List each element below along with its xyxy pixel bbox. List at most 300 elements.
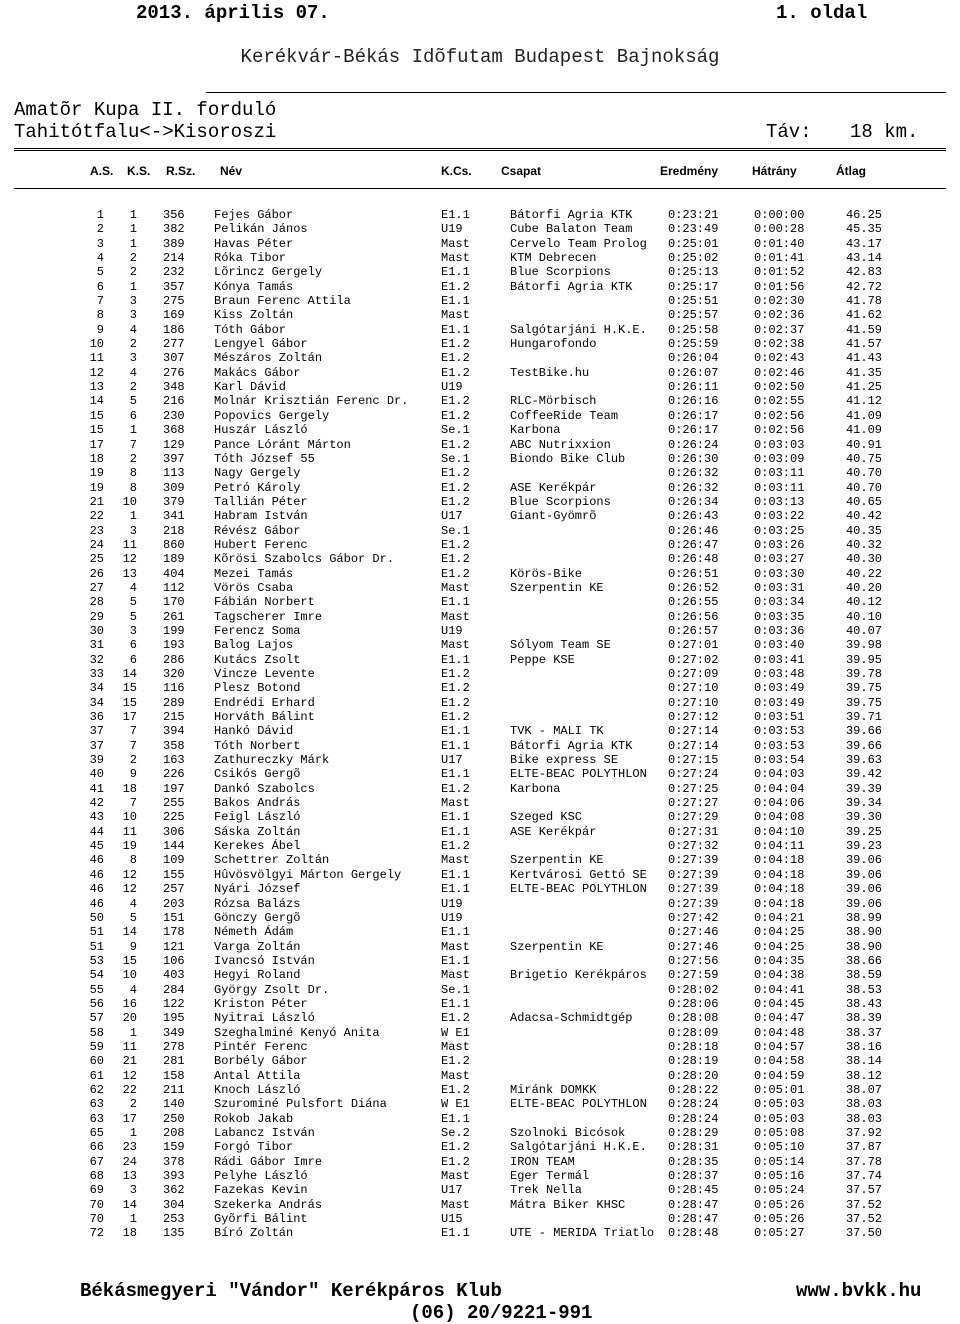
table-row xyxy=(0,653,960,667)
cell-category: Se.2 xyxy=(441,1126,470,1140)
cell-race-number: 208 xyxy=(163,1126,185,1140)
cell-rider-name: Habram István xyxy=(214,509,308,524)
cell-category: U19 xyxy=(441,896,463,911)
cell-category-position: 3 xyxy=(129,523,137,538)
cell-team: Szolnoki Bicósok xyxy=(510,1126,626,1140)
table-row xyxy=(0,524,960,538)
cell-average-speed: 38.59 xyxy=(845,968,882,983)
table-row xyxy=(0,782,960,796)
cell-rider-name: Labancz István xyxy=(214,1126,315,1140)
cell-category-position: 4 xyxy=(129,365,137,380)
cell-time-gap: 0:02:56 xyxy=(754,423,805,438)
cell-category: U17 xyxy=(441,1183,463,1198)
cell-average-speed: 39.06 xyxy=(845,882,882,897)
table-row xyxy=(0,767,960,781)
cell-team: Körös-Bike xyxy=(510,566,583,581)
cell-time-gap: 0:03:11 xyxy=(754,480,805,495)
cell-race-number: 216 xyxy=(163,394,185,409)
cell-rider-name: Lõrincz Gergely xyxy=(214,265,323,280)
cell-category: Se.1 xyxy=(441,982,470,997)
cell-category-position: 3 xyxy=(129,351,137,366)
cell-category-position: 2 xyxy=(129,265,137,280)
cell-category-position: 4 xyxy=(129,896,137,911)
cell-category-position: 1 xyxy=(129,208,137,222)
table-row xyxy=(0,940,960,954)
cell-rider-name: Róka Tibor xyxy=(214,251,287,266)
cell-category-position: 20 xyxy=(122,1011,137,1026)
cell-category: E1.2 xyxy=(441,337,470,352)
cell-time-gap: 0:02:50 xyxy=(754,380,805,395)
cell-rider-name: Plesz Botond xyxy=(214,681,301,696)
table-row xyxy=(0,724,960,738)
cell-category: E1.2 xyxy=(441,437,470,452)
cell-position: 28 xyxy=(89,595,104,610)
cell-time-gap: 0:04:47 xyxy=(754,1011,805,1026)
cell-category: E1.1 xyxy=(441,1226,470,1241)
cell-rider-name: Karl Dávid xyxy=(214,380,287,395)
cell-rider-name: Németh Ádám xyxy=(214,925,294,940)
cell-average-speed: 40.20 xyxy=(845,580,882,595)
cell-result-time: 0:26:43 xyxy=(668,509,719,524)
cell-time-gap: 0:03:22 xyxy=(754,509,805,524)
cell-position: 66 xyxy=(89,1140,104,1155)
cell-result-time: 0:27:25 xyxy=(668,781,719,796)
table-row xyxy=(0,509,960,523)
cell-position: 33 xyxy=(89,667,104,681)
cell-result-time: 0:27:39 xyxy=(668,882,719,897)
cell-time-gap: 0:04:04 xyxy=(754,781,805,796)
cell-category: E1.1 xyxy=(441,996,470,1011)
cell-team: RLC-Mörbisch xyxy=(510,394,597,409)
cell-category-position: 5 xyxy=(129,609,137,624)
cell-result-time: 0:25:59 xyxy=(668,337,719,352)
table-row xyxy=(0,595,960,609)
cell-team: Szerpentin KE xyxy=(510,939,604,954)
cell-category-position: 7 xyxy=(129,437,137,452)
cell-category-position: 11 xyxy=(122,537,137,552)
cell-time-gap: 0:05:08 xyxy=(754,1126,805,1140)
cell-category: U17 xyxy=(441,753,463,768)
cell-category-position: 2 xyxy=(129,451,137,466)
cell-average-speed: 39.78 xyxy=(845,667,882,681)
cell-category-position: 3 xyxy=(129,1183,137,1198)
cell-team: Mátra Biker KHSC xyxy=(510,1197,626,1212)
cell-result-time: 0:28:29 xyxy=(668,1126,719,1140)
cell-rider-name: Horváth Bálint xyxy=(214,710,315,725)
cell-average-speed: 38.39 xyxy=(845,1011,882,1026)
cell-result-time: 0:27:46 xyxy=(668,939,719,954)
cell-position: 39 xyxy=(89,753,104,768)
table-row xyxy=(0,208,960,222)
cell-result-time: 0:28:24 xyxy=(668,1111,719,1126)
cell-time-gap: 0:02:38 xyxy=(754,337,805,352)
cell-category: E1.1 xyxy=(441,208,470,222)
cell-race-number: 140 xyxy=(163,1097,185,1112)
cell-team: ELTE-BEAC POLYTHLON xyxy=(510,767,647,782)
cell-rider-name: Rádi Gábor Imre xyxy=(214,1154,323,1169)
cell-category-position: 1 xyxy=(129,1212,137,1227)
cell-team: ASE Kerékpár xyxy=(510,824,597,839)
cell-position: 42 xyxy=(89,796,104,811)
cell-result-time: 0:28:09 xyxy=(668,1025,719,1040)
table-row xyxy=(0,911,960,925)
cell-average-speed: 39.06 xyxy=(845,867,882,882)
cell-time-gap: 0:04:25 xyxy=(754,939,805,954)
table-row xyxy=(0,1011,960,1025)
cell-rider-name: Hankó Dávid xyxy=(214,724,294,739)
cell-result-time: 0:27:39 xyxy=(668,896,719,911)
cell-position: 60 xyxy=(89,1054,104,1069)
cell-category-position: 4 xyxy=(129,982,137,997)
cell-category: E1.2 xyxy=(441,681,470,696)
cell-rider-name: Makács Gábor xyxy=(214,365,301,380)
cell-race-number: 393 xyxy=(163,1169,185,1184)
cell-result-time: 0:26:56 xyxy=(668,609,719,624)
cell-team: Miránk DOMKK xyxy=(510,1082,597,1097)
table-row xyxy=(0,481,960,495)
cell-position: 37 xyxy=(89,724,104,739)
cell-team: Hungarofondo xyxy=(510,337,597,352)
cell-category-position: 1 xyxy=(129,279,137,294)
cell-position: 19 xyxy=(89,466,104,481)
table-row xyxy=(0,351,960,365)
cell-result-time: 0:28:22 xyxy=(668,1082,719,1097)
cell-category: E1.2 xyxy=(441,552,470,567)
cell-team: Karbona xyxy=(510,781,561,796)
cell-rider-name: Fejes Gábor xyxy=(214,208,294,222)
cell-rider-name: Balog Lajos xyxy=(214,638,294,653)
cell-category-position: 1 xyxy=(129,1126,137,1140)
table-row xyxy=(0,237,960,251)
cell-race-number: 203 xyxy=(163,896,185,911)
cell-category-position: 6 xyxy=(129,408,137,423)
footer-club-name: Békásmegyeri "Vándor" Kerékpáros Klub xyxy=(80,1280,502,1302)
cell-category: E1.2 xyxy=(441,710,470,725)
cell-average-speed: 38.90 xyxy=(845,925,882,940)
cell-position: 61 xyxy=(89,1068,104,1083)
cell-rider-name: Vincze Levente xyxy=(214,667,315,681)
cell-time-gap: 0:03:25 xyxy=(754,523,805,538)
cell-race-number: 379 xyxy=(163,494,185,509)
cell-average-speed: 38.03 xyxy=(845,1111,882,1126)
cell-category-position: 3 xyxy=(129,308,137,323)
cell-category: E1.1 xyxy=(441,867,470,882)
cell-position: 29 xyxy=(89,609,104,624)
cell-category-position: 2 xyxy=(129,251,137,266)
table-row xyxy=(0,1054,960,1068)
cell-category: W E1 xyxy=(441,1097,470,1112)
table-row xyxy=(0,438,960,452)
cell-position: 58 xyxy=(89,1025,104,1040)
cell-category: E1.1 xyxy=(441,294,470,309)
table-row xyxy=(0,466,960,480)
cell-team: Karbona xyxy=(510,423,561,438)
table-row xyxy=(0,538,960,552)
cell-team: Kertvárosi Gettó SE xyxy=(510,867,647,882)
cell-position: 13 xyxy=(89,380,104,395)
table-row xyxy=(0,954,960,968)
cell-position: 3 xyxy=(96,236,104,251)
cell-average-speed: 40.22 xyxy=(845,566,882,581)
cell-race-number: 155 xyxy=(163,867,185,882)
cell-result-time: 0:28:20 xyxy=(668,1068,719,1083)
cell-rider-name: Endrédi Erhard xyxy=(214,695,315,710)
cell-team: UTE - MERIDA Triatlo xyxy=(510,1226,655,1241)
cell-team: Peppe KSE xyxy=(510,652,575,667)
cell-average-speed: 42.83 xyxy=(845,265,882,280)
cell-result-time: 0:28:47 xyxy=(668,1197,719,1212)
cell-time-gap: 0:03:49 xyxy=(754,681,805,696)
cell-race-number: 257 xyxy=(163,882,185,897)
cell-rider-name: György Zsolt Dr. xyxy=(214,982,330,997)
cell-result-time: 0:28:19 xyxy=(668,1054,719,1069)
cell-position: 46 xyxy=(89,867,104,882)
race-divider xyxy=(14,148,946,149)
cell-category: E1.2 xyxy=(441,839,470,854)
championship-title: Kerékvár-Békás Idõfutam Budapest Bajnokság xyxy=(240,46,720,68)
cell-team: Cube Balaton Team xyxy=(510,222,633,237)
cell-team: ASE Kerékpár xyxy=(510,480,597,495)
cell-average-speed: 41.25 xyxy=(845,380,882,395)
cell-category: E1.2 xyxy=(441,408,470,423)
cell-result-time: 0:23:21 xyxy=(668,208,719,222)
col-header-rsz: R.Sz. xyxy=(166,164,196,178)
cell-category: E1.2 xyxy=(441,494,470,509)
cell-time-gap: 0:05:03 xyxy=(754,1111,805,1126)
cell-race-number: 226 xyxy=(163,767,185,782)
cell-time-gap: 0:03:11 xyxy=(754,466,805,481)
footer-website-link[interactable]: www.bvkk.hu xyxy=(796,1280,922,1302)
cell-category-position: 13 xyxy=(122,566,137,581)
cell-position: 46 xyxy=(89,853,104,868)
cell-category: E1.1 xyxy=(441,824,470,839)
cell-average-speed: 38.14 xyxy=(845,1054,882,1069)
cell-category: E1.2 xyxy=(441,537,470,552)
cell-race-number: 178 xyxy=(163,925,185,940)
cell-category-position: 11 xyxy=(122,824,137,839)
cell-position: 1 xyxy=(96,208,104,222)
cell-rider-name: Varga Zoltán xyxy=(214,939,301,954)
cell-time-gap: 0:04:38 xyxy=(754,968,805,983)
col-header-gap: Hátrány xyxy=(752,164,797,178)
cell-result-time: 0:27:31 xyxy=(668,824,719,839)
cell-average-speed: 40.35 xyxy=(845,523,882,538)
cell-category-position: 15 xyxy=(122,695,137,710)
cell-race-number: 189 xyxy=(163,552,185,567)
race-divider-2 xyxy=(14,150,946,151)
cell-position: 57 xyxy=(89,1011,104,1026)
cell-category-position: 9 xyxy=(129,939,137,954)
table-row xyxy=(0,323,960,337)
cell-position: 34 xyxy=(89,695,104,710)
cell-rider-name: Kriston Péter xyxy=(214,996,308,1011)
table-row xyxy=(0,710,960,724)
cell-time-gap: 0:04:48 xyxy=(754,1025,805,1040)
cell-position: 55 xyxy=(89,982,104,997)
cell-result-time: 0:23:49 xyxy=(668,222,719,237)
cell-rider-name: Nagy Gergely xyxy=(214,466,301,481)
cell-team: Trek Nella xyxy=(510,1183,583,1198)
cell-rider-name: Popovics Gergely xyxy=(214,408,330,423)
cell-result-time: 0:27:02 xyxy=(668,652,719,667)
cell-rider-name: Szekerka András xyxy=(214,1197,323,1212)
cell-team: KTM Debrecen xyxy=(510,251,597,266)
cell-time-gap: 0:05:01 xyxy=(754,1082,805,1097)
cell-category: Mast xyxy=(441,638,470,653)
cell-team: CoffeeRide Team xyxy=(510,408,619,423)
table-row xyxy=(0,696,960,710)
cell-time-gap: 0:04:10 xyxy=(754,824,805,839)
table-row xyxy=(0,1198,960,1212)
cell-rider-name: Braun Ferenc Attila xyxy=(214,294,351,309)
cell-time-gap: 0:04:35 xyxy=(754,953,805,968)
cell-category: Mast xyxy=(441,1068,470,1083)
cell-category: E1.2 xyxy=(441,667,470,681)
cell-result-time: 0:27:46 xyxy=(668,925,719,940)
cell-category-position: 13 xyxy=(122,1169,137,1184)
cell-category-position: 4 xyxy=(129,322,137,337)
cell-category: E1.2 xyxy=(441,695,470,710)
table-row xyxy=(0,222,960,236)
cell-race-number: 186 xyxy=(163,322,185,337)
cell-time-gap: 0:05:14 xyxy=(754,1154,805,1169)
cell-average-speed: 37.92 xyxy=(845,1126,882,1140)
cell-category: E1.2 xyxy=(441,1140,470,1155)
table-row xyxy=(0,581,960,595)
cell-team: Brigetio Kerékpáros xyxy=(510,968,647,983)
cell-race-number: 106 xyxy=(163,953,185,968)
cell-average-speed: 38.37 xyxy=(845,1025,882,1040)
cell-category: E1.1 xyxy=(441,810,470,825)
cell-time-gap: 0:03:36 xyxy=(754,623,805,638)
cell-average-speed: 41.57 xyxy=(845,337,882,352)
table-row xyxy=(0,394,960,408)
cell-category-position: 2 xyxy=(129,380,137,395)
cell-race-number: 277 xyxy=(163,337,185,352)
cell-rider-name: Hûvösvölgyi Márton Gergely xyxy=(214,867,402,882)
cell-team: Szeged KSC xyxy=(510,810,583,825)
cell-rider-name: Bakos András xyxy=(214,796,301,811)
cell-rider-name: Tóth József 55 xyxy=(214,451,315,466)
cell-category-position: 4 xyxy=(129,580,137,595)
cell-position: 19 xyxy=(89,480,104,495)
cell-rider-name: Fábián Norbert xyxy=(214,595,315,610)
cell-race-number: 278 xyxy=(163,1039,185,1054)
cell-result-time: 0:26:32 xyxy=(668,480,719,495)
cell-result-time: 0:28:47 xyxy=(668,1212,719,1227)
cell-time-gap: 0:03:49 xyxy=(754,695,805,710)
table-row xyxy=(0,308,960,322)
cell-rider-name: Mészáros Zoltán xyxy=(214,351,323,366)
cell-time-gap: 0:04:25 xyxy=(754,925,805,940)
cell-average-speed: 40.75 xyxy=(845,451,882,466)
table-row xyxy=(0,1155,960,1169)
cell-rider-name: Knoch László xyxy=(214,1082,301,1097)
cell-result-time: 0:27:59 xyxy=(668,968,719,983)
table-row xyxy=(0,1183,960,1197)
table-row xyxy=(0,1040,960,1054)
cell-race-number: 170 xyxy=(163,595,185,610)
cell-category-position: 19 xyxy=(122,839,137,854)
table-row xyxy=(0,753,960,767)
cell-average-speed: 40.70 xyxy=(845,480,882,495)
cell-time-gap: 0:04:06 xyxy=(754,796,805,811)
cell-time-gap: 0:04:21 xyxy=(754,910,805,925)
cell-race-number: 341 xyxy=(163,509,185,524)
cell-result-time: 0:25:58 xyxy=(668,322,719,337)
cell-rider-name: Csikós Gergõ xyxy=(214,767,301,782)
cell-rider-name: Szurominé Pulsfort Diána xyxy=(214,1097,387,1112)
cell-category-position: 5 xyxy=(129,910,137,925)
table-row xyxy=(0,1083,960,1097)
cell-team: Biondo Bike Club xyxy=(510,451,626,466)
cell-rider-name: Bíró Zoltán xyxy=(214,1226,294,1241)
table-row xyxy=(0,251,960,265)
cell-average-speed: 38.43 xyxy=(845,996,882,1011)
cell-time-gap: 0:00:28 xyxy=(754,222,805,237)
cell-average-speed: 39.25 xyxy=(845,824,882,839)
cell-team: Bátorfi Agria KTK xyxy=(510,208,633,222)
cell-time-gap: 0:01:40 xyxy=(754,236,805,251)
cell-position: 23 xyxy=(89,523,104,538)
cell-category: Se.1 xyxy=(441,523,470,538)
cell-category: Mast xyxy=(441,580,470,595)
cell-category-position: 12 xyxy=(122,882,137,897)
table-row xyxy=(0,1069,960,1083)
cell-position: 26 xyxy=(89,566,104,581)
cell-result-time: 0:26:47 xyxy=(668,537,719,552)
cell-position: 45 xyxy=(89,839,104,854)
cell-race-number: 158 xyxy=(163,1068,185,1083)
cell-position: 62 xyxy=(89,1082,104,1097)
cell-category-position: 15 xyxy=(122,953,137,968)
cell-team: Adacsa-Schmidtgép xyxy=(510,1011,633,1026)
cell-average-speed: 40.32 xyxy=(845,537,882,552)
cell-average-speed: 41.43 xyxy=(845,351,882,366)
cell-result-time: 0:27:42 xyxy=(668,910,719,925)
cell-average-speed: 40.12 xyxy=(845,595,882,610)
cell-position: 21 xyxy=(89,494,104,509)
cell-race-number: 109 xyxy=(163,853,185,868)
cell-position: 22 xyxy=(89,509,104,524)
cell-average-speed: 45.35 xyxy=(845,222,882,237)
cell-average-speed: 39.30 xyxy=(845,810,882,825)
cell-result-time: 0:28:37 xyxy=(668,1169,719,1184)
cell-rider-name: Molnár Krisztián Ferenc Dr. xyxy=(214,394,409,409)
cell-average-speed: 40.30 xyxy=(845,552,882,567)
cell-rider-name: Szeghalminé Kenyó Anita xyxy=(214,1025,380,1040)
cell-result-time: 0:25:57 xyxy=(668,308,719,323)
cell-time-gap: 0:04:18 xyxy=(754,853,805,868)
cell-race-number: 403 xyxy=(163,968,185,983)
cell-average-speed: 39.42 xyxy=(845,767,882,782)
cell-team: TestBike.hu xyxy=(510,365,590,380)
cell-category: E1.2 xyxy=(441,480,470,495)
cell-time-gap: 0:04:58 xyxy=(754,1054,805,1069)
cell-rider-name: Gönczy Gergõ xyxy=(214,910,301,925)
cell-category: W E1 xyxy=(441,1025,470,1040)
cell-race-number: 389 xyxy=(163,236,185,251)
cell-average-speed: 40.91 xyxy=(845,437,882,452)
cell-time-gap: 0:02:56 xyxy=(754,408,805,423)
cell-result-time: 0:26:34 xyxy=(668,494,719,509)
table-row xyxy=(0,624,960,638)
cell-result-time: 0:27:10 xyxy=(668,695,719,710)
cell-category: E1.1 xyxy=(441,925,470,940)
cell-category: U15 xyxy=(441,1212,463,1227)
table-row xyxy=(0,667,960,681)
cell-position: 44 xyxy=(89,824,104,839)
